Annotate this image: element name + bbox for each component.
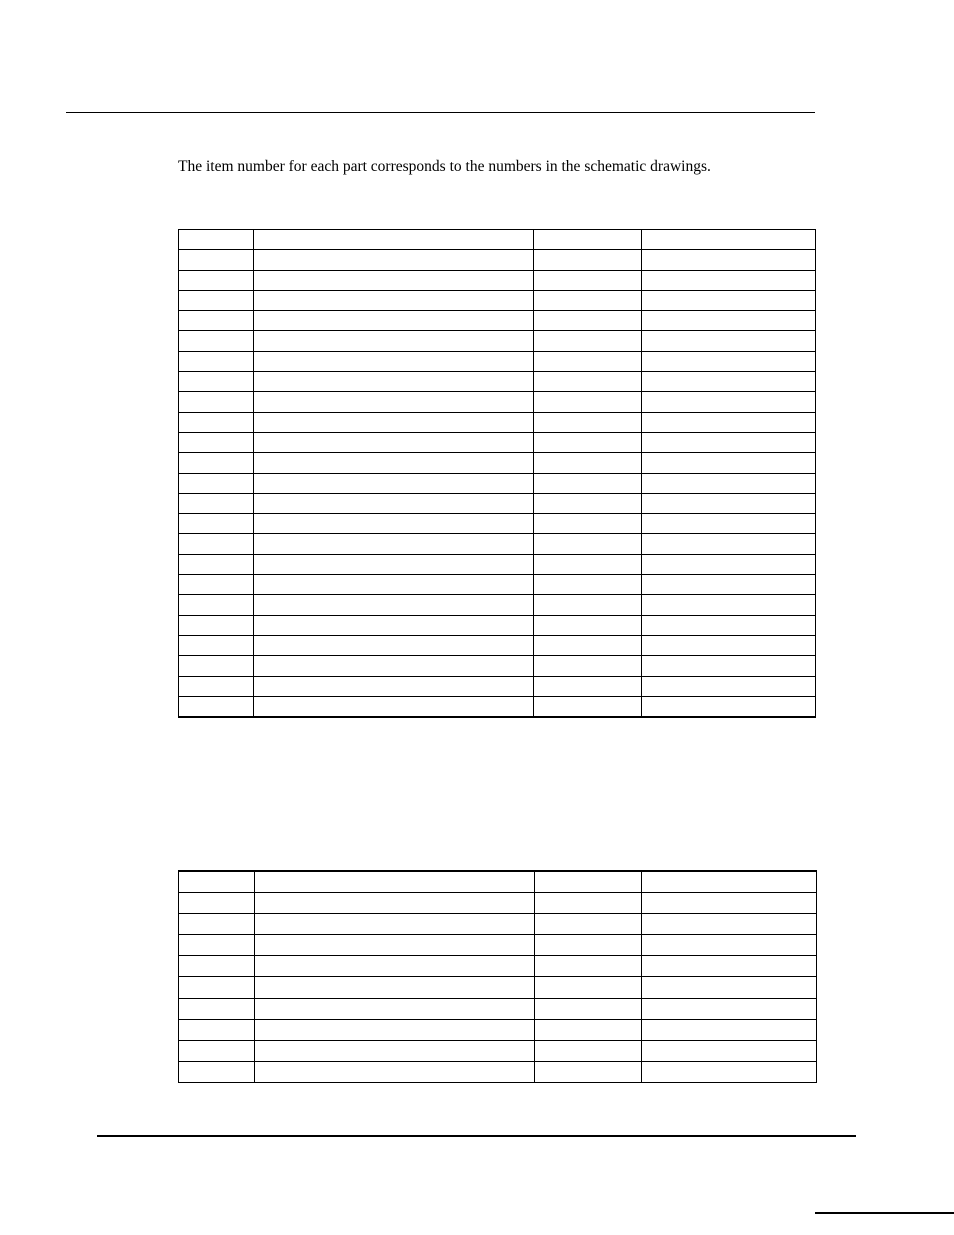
table-cell: [179, 635, 254, 655]
table-cell: [254, 230, 534, 250]
table-cell: [254, 392, 534, 412]
table-cell: [642, 871, 817, 892]
table-cell: [255, 1019, 535, 1040]
table-cell: [642, 956, 817, 977]
table-cell: [254, 412, 534, 432]
table-cell: [534, 595, 642, 615]
table-row: [179, 1041, 817, 1062]
table-row: [179, 935, 817, 956]
table-cell: [179, 270, 254, 290]
table-cell: [642, 351, 816, 371]
table-row: [179, 635, 816, 655]
table-row: [179, 473, 816, 493]
header-rule: [66, 112, 815, 113]
table-cell: [179, 615, 254, 635]
table-cell: [255, 998, 535, 1019]
table-cell: [642, 473, 816, 493]
table-cell: [534, 412, 642, 432]
table-cell: [642, 595, 816, 615]
table-cell: [179, 230, 254, 250]
table-row: [179, 977, 817, 998]
table-cell: [535, 956, 642, 977]
table-cell: [179, 977, 255, 998]
table-row: [179, 250, 816, 270]
table-cell: [642, 412, 816, 432]
table-cell: [534, 615, 642, 635]
table-cell: [179, 412, 254, 432]
table-cell: [179, 595, 254, 615]
table-cell: [179, 514, 254, 534]
table-cell: [254, 696, 534, 716]
table-cell: [254, 331, 534, 351]
table-cell: [642, 493, 816, 513]
table-cell: [534, 575, 642, 595]
table-cell: [179, 351, 254, 371]
table-cell: [254, 290, 534, 310]
table-cell: [642, 977, 817, 998]
table-row: [179, 998, 817, 1019]
table-cell: [642, 615, 816, 635]
table-cell: [179, 311, 254, 331]
table-cell: [254, 372, 534, 392]
table-row: [179, 595, 816, 615]
table-row: [179, 656, 816, 676]
table-cell: [179, 392, 254, 412]
table-cell: [179, 290, 254, 310]
table-cell: [179, 1041, 255, 1062]
table-cell: [534, 392, 642, 412]
table-cell: [534, 331, 642, 351]
table-cell: [255, 956, 535, 977]
table-cell: [179, 534, 254, 554]
table-cell: [255, 913, 535, 934]
table-cell: [179, 871, 255, 892]
table-cell: [534, 635, 642, 655]
table-cell: [179, 575, 254, 595]
table-cell: [179, 331, 254, 351]
table-cell: [534, 514, 642, 534]
table-cell: [535, 998, 642, 1019]
table-row: [179, 913, 817, 934]
table-cell: [179, 913, 255, 934]
table-cell: [642, 696, 816, 716]
table-cell: [179, 935, 255, 956]
table-cell: [642, 331, 816, 351]
table-row: [179, 676, 816, 696]
parts-table-2: [178, 870, 817, 1083]
table-cell: [534, 656, 642, 676]
table-cell: [642, 676, 816, 696]
table-cell: [255, 935, 535, 956]
table-cell: [534, 230, 642, 250]
table-row: [179, 493, 816, 513]
table-cell: [179, 453, 254, 473]
table-cell: [254, 554, 534, 574]
table-cell: [179, 432, 254, 452]
table-cell: [535, 892, 642, 913]
table-row: [179, 412, 816, 432]
table-cell: [535, 1019, 642, 1040]
table-row: [179, 372, 816, 392]
table-cell: [534, 311, 642, 331]
table-cell: [642, 311, 816, 331]
table-cell: [535, 935, 642, 956]
table-cell: [642, 998, 817, 1019]
table-cell: [179, 696, 254, 716]
table-row: [179, 956, 817, 977]
table-row: [179, 290, 816, 310]
table-cell: [535, 1041, 642, 1062]
table-cell: [534, 554, 642, 574]
table-cell: [534, 453, 642, 473]
table-cell: [642, 534, 816, 554]
table-cell: [534, 473, 642, 493]
table-cell: [254, 453, 534, 473]
table-cell: [642, 290, 816, 310]
table-cell: [642, 270, 816, 290]
table-cell: [254, 493, 534, 513]
table-cell: [254, 432, 534, 452]
table-row: [179, 1062, 817, 1083]
table-row: [179, 615, 816, 635]
table-row: [179, 696, 816, 716]
table-cell: [255, 871, 535, 892]
table-row: [179, 554, 816, 574]
table-cell: [254, 635, 534, 655]
table-row: [179, 392, 816, 412]
table-cell: [534, 351, 642, 371]
table-cell: [254, 615, 534, 635]
table-cell: [642, 453, 816, 473]
table-cell: [254, 311, 534, 331]
table-cell: [534, 432, 642, 452]
table-cell: [254, 514, 534, 534]
table-cell: [642, 935, 817, 956]
table-row: [179, 331, 816, 351]
table-row: [179, 575, 816, 595]
table-cell: [642, 1019, 817, 1040]
table-cell: [255, 1062, 535, 1083]
table-cell: [179, 1019, 255, 1040]
table-cell: [642, 514, 816, 534]
table-cell: [642, 635, 816, 655]
table-row: [179, 270, 816, 290]
table-cell: [179, 1062, 255, 1083]
table-cell: [179, 372, 254, 392]
table-row: [179, 514, 816, 534]
table-cell: [535, 871, 642, 892]
table-row: [179, 534, 816, 554]
table-cell: [179, 892, 255, 913]
table-cell: [254, 270, 534, 290]
table-cell: [254, 575, 534, 595]
table-cell: [642, 372, 816, 392]
table-cell: [534, 696, 642, 716]
table-cell: [534, 250, 642, 270]
table-cell: [535, 977, 642, 998]
table-cell: [179, 998, 255, 1019]
table-cell: [642, 575, 816, 595]
table-cell: [642, 230, 816, 250]
table-cell: [179, 554, 254, 574]
table-row: [179, 351, 816, 371]
table-row: [179, 230, 816, 250]
table-cell: [254, 250, 534, 270]
table-row: [179, 871, 817, 892]
table-cell: [179, 473, 254, 493]
table-cell: [255, 977, 535, 998]
table-cell: [642, 432, 816, 452]
table-cell: [534, 676, 642, 696]
parts-table-1: [178, 229, 816, 718]
intro-paragraph: The item number for each part corresponds to the numbers in the schematic drawings.: [178, 158, 711, 175]
table-cell: [642, 250, 816, 270]
table-row: [179, 1019, 817, 1040]
table-cell: [642, 554, 816, 574]
table-cell: [642, 1062, 817, 1083]
footer-rule: [97, 1135, 856, 1137]
table-cell: [254, 534, 534, 554]
table-cell: [642, 913, 817, 934]
table-row: [179, 311, 816, 331]
table-row: [179, 453, 816, 473]
table-cell: [535, 913, 642, 934]
table-cell: [534, 290, 642, 310]
table-cell: [254, 595, 534, 615]
table-cell: [642, 892, 817, 913]
table-cell: [254, 473, 534, 493]
table-cell: [534, 372, 642, 392]
table-cell: [534, 493, 642, 513]
table-cell: [179, 493, 254, 513]
table-cell: [254, 656, 534, 676]
table-row: [179, 892, 817, 913]
table-cell: [255, 1041, 535, 1062]
table-cell: [179, 250, 254, 270]
table-cell: [254, 676, 534, 696]
table-cell: [535, 1062, 642, 1083]
page-corner-rule: [815, 1212, 954, 1214]
table-cell: [534, 534, 642, 554]
table-cell: [179, 676, 254, 696]
table-cell: [642, 656, 816, 676]
table-cell: [179, 956, 255, 977]
table-cell: [254, 351, 534, 371]
table-cell: [534, 270, 642, 290]
table-cell: [642, 392, 816, 412]
table-row: [179, 432, 816, 452]
table-cell: [255, 892, 535, 913]
table-cell: [179, 656, 254, 676]
table-cell: [642, 1041, 817, 1062]
